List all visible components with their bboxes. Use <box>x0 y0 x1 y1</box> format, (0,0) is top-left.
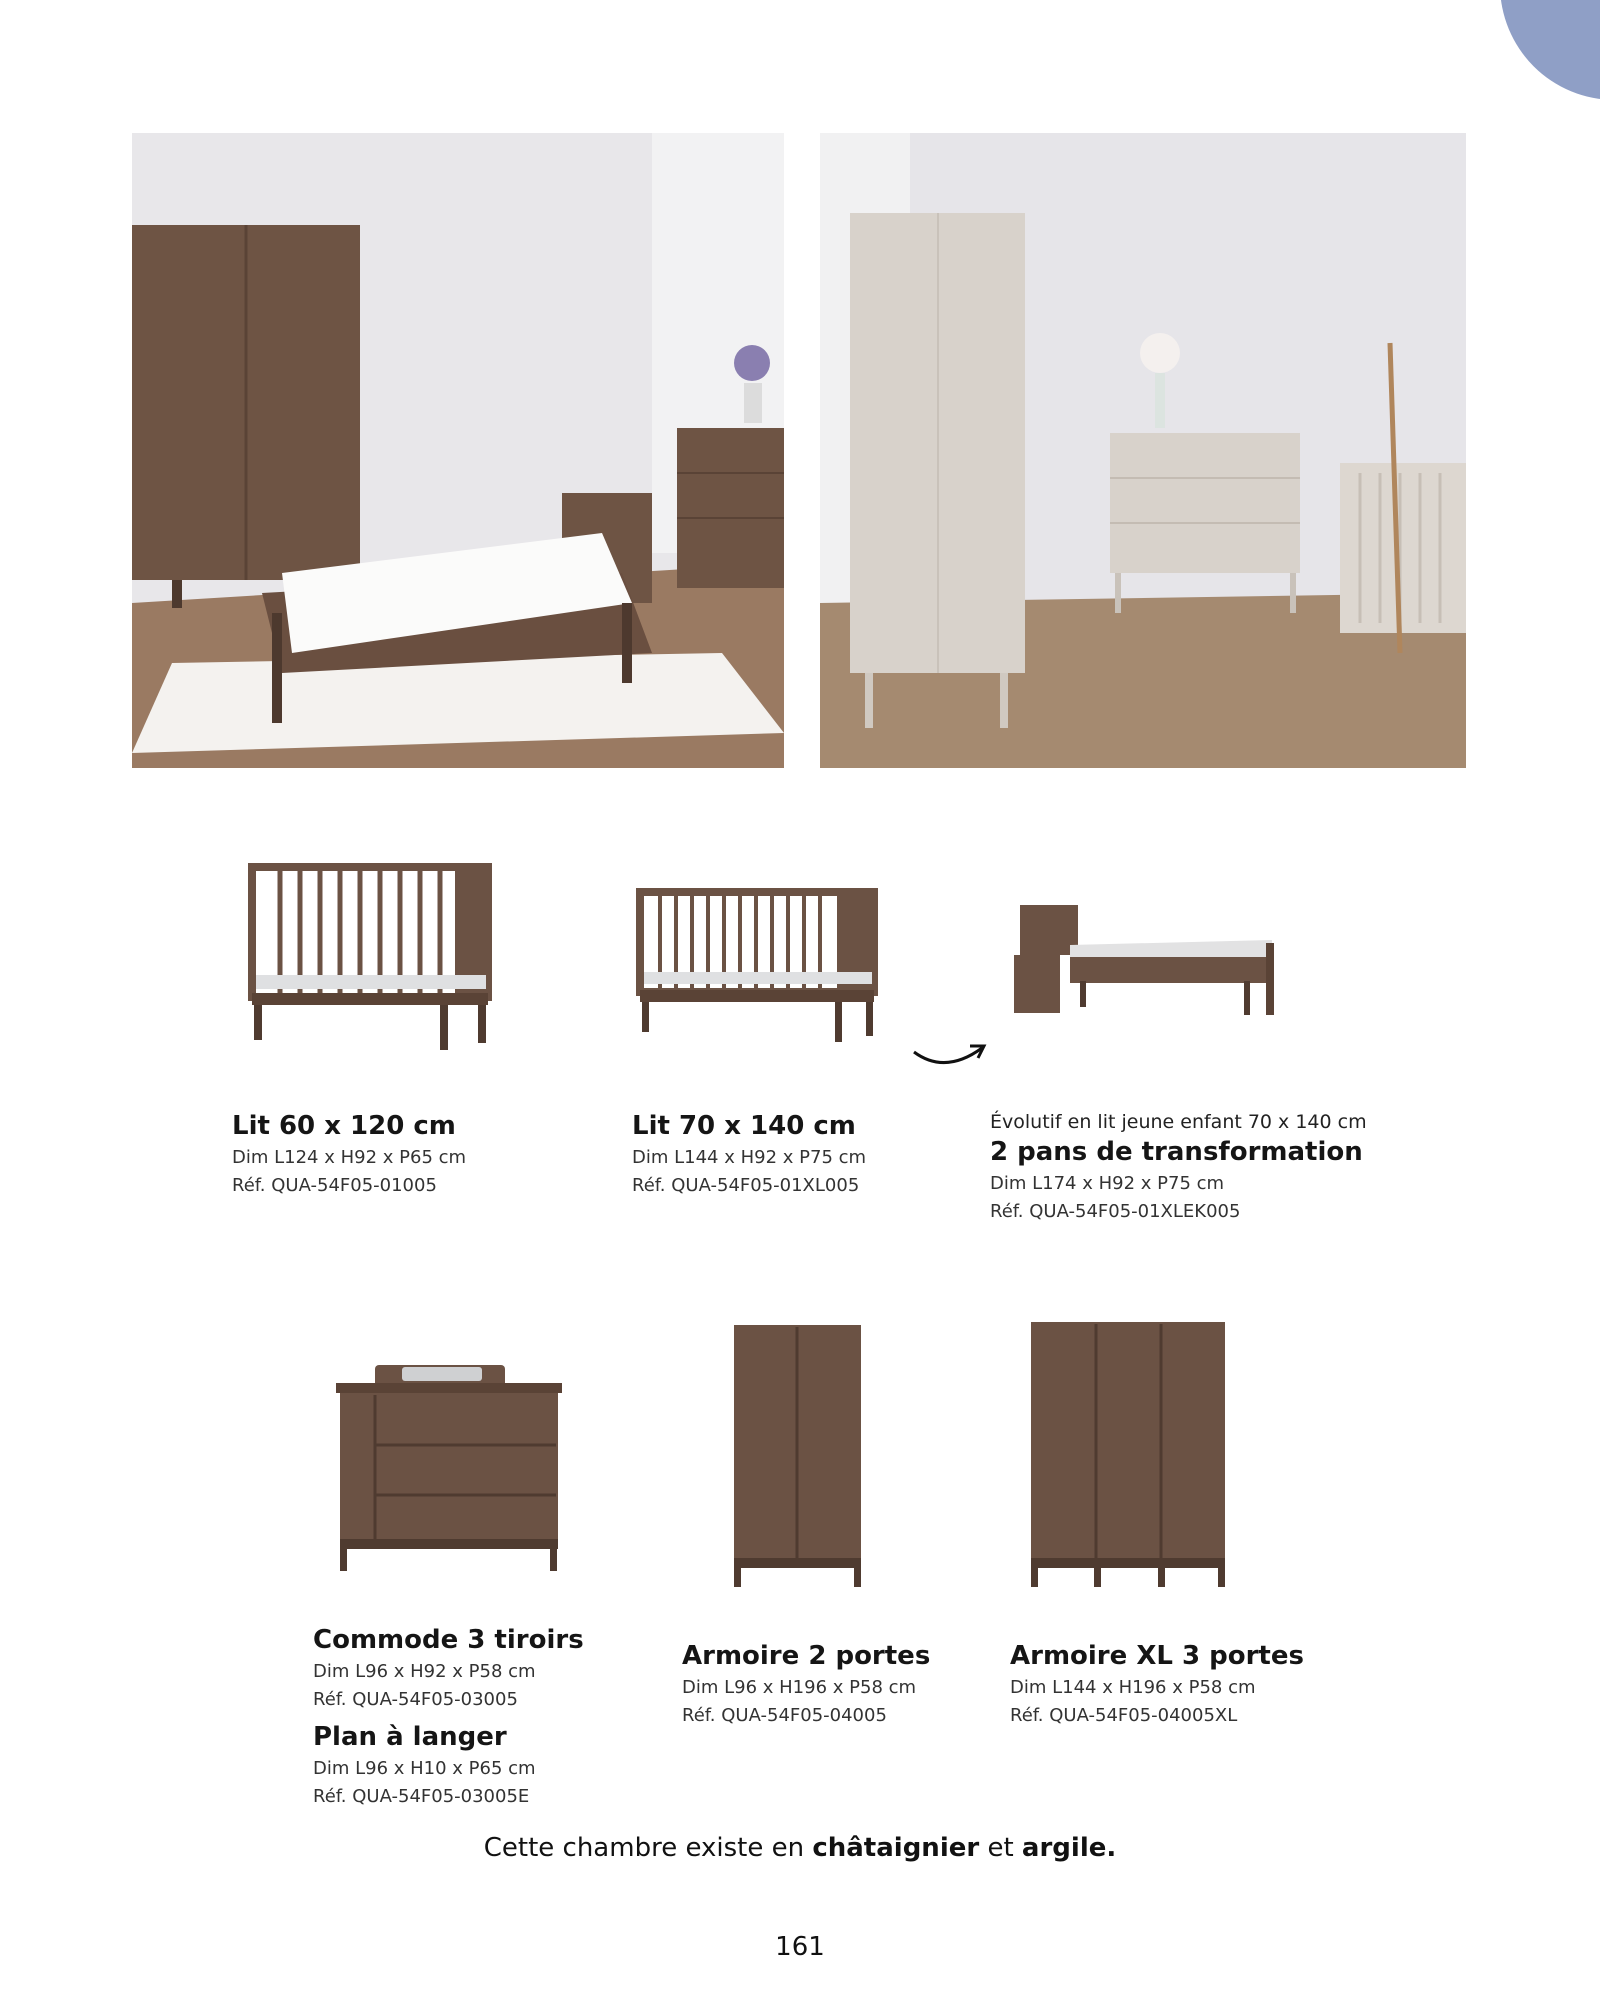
product-reference: Réf. QUA-54F05-04005XL <box>1010 1705 1238 1726</box>
product-reference: Réf. QUA-54F05-03005E <box>313 1786 530 1807</box>
product-title: Plan à langer <box>313 1722 507 1752</box>
product-reference: Réf. QUA-54F05-04005 <box>682 1705 887 1726</box>
transformation-arrow-icon <box>910 1040 990 1075</box>
product-dimensions: Dim L124 x H92 x P65 cm <box>232 1147 467 1168</box>
product-dimensions: Dim L96 x H92 x P58 cm <box>313 1661 536 1682</box>
product-dimensions: Dim L174 x H92 x P75 cm <box>990 1173 1225 1194</box>
finish-argile: argile. <box>1021 1833 1117 1863</box>
note-joiner: et <box>987 1833 1014 1863</box>
product-reference: Réf. QUA-54F05-01XL005 <box>632 1175 860 1196</box>
product-title: Lit 60 x 120 cm <box>232 1111 456 1141</box>
room-photo-chataignier <box>132 133 784 768</box>
page-number: 161 <box>775 1932 825 1962</box>
product-dimensions: Dim L96 x H10 x P65 cm <box>313 1758 536 1779</box>
product-intro: Évolutif en lit jeune enfant 70 x 140 cm <box>990 1111 1367 1133</box>
product-title: Armoire 2 portes <box>682 1641 931 1671</box>
product-title: 2 pans de transformation <box>990 1137 1363 1167</box>
corner-decoration <box>1500 0 1600 100</box>
product-title: Lit 70 x 140 cm <box>632 1111 856 1141</box>
product-image-armoire-xl-3-portes <box>1028 1322 1228 1590</box>
room-photo-argile <box>820 133 1466 768</box>
product-title: Armoire XL 3 portes <box>1010 1641 1304 1671</box>
product-image-lit-70x140 <box>632 880 882 1055</box>
product-dimensions: Dim L96 x H196 x P58 cm <box>682 1677 917 1698</box>
product-image-lit-60x120 <box>240 855 500 1055</box>
product-image-lit-evolutif <box>1010 895 1280 1025</box>
product-reference: Réf. QUA-54F05-01005 <box>232 1175 437 1196</box>
product-image-armoire-2-portes <box>730 1325 865 1590</box>
product-dimensions: Dim L144 x H196 x P58 cm <box>1010 1677 1256 1698</box>
product-dimensions: Dim L144 x H92 x P75 cm <box>632 1147 867 1168</box>
note-prefix: Cette chambre existe en <box>483 1833 805 1863</box>
finish-availability-note <box>0 1833 1600 1863</box>
product-reference: Réf. QUA-54F05-01XLEK005 <box>990 1201 1241 1222</box>
product-image-commode <box>330 1355 570 1575</box>
product-title: Commode 3 tiroirs <box>313 1625 584 1655</box>
product-reference: Réf. QUA-54F05-03005 <box>313 1689 518 1710</box>
finish-chataignier: châtaignier <box>812 1833 980 1863</box>
